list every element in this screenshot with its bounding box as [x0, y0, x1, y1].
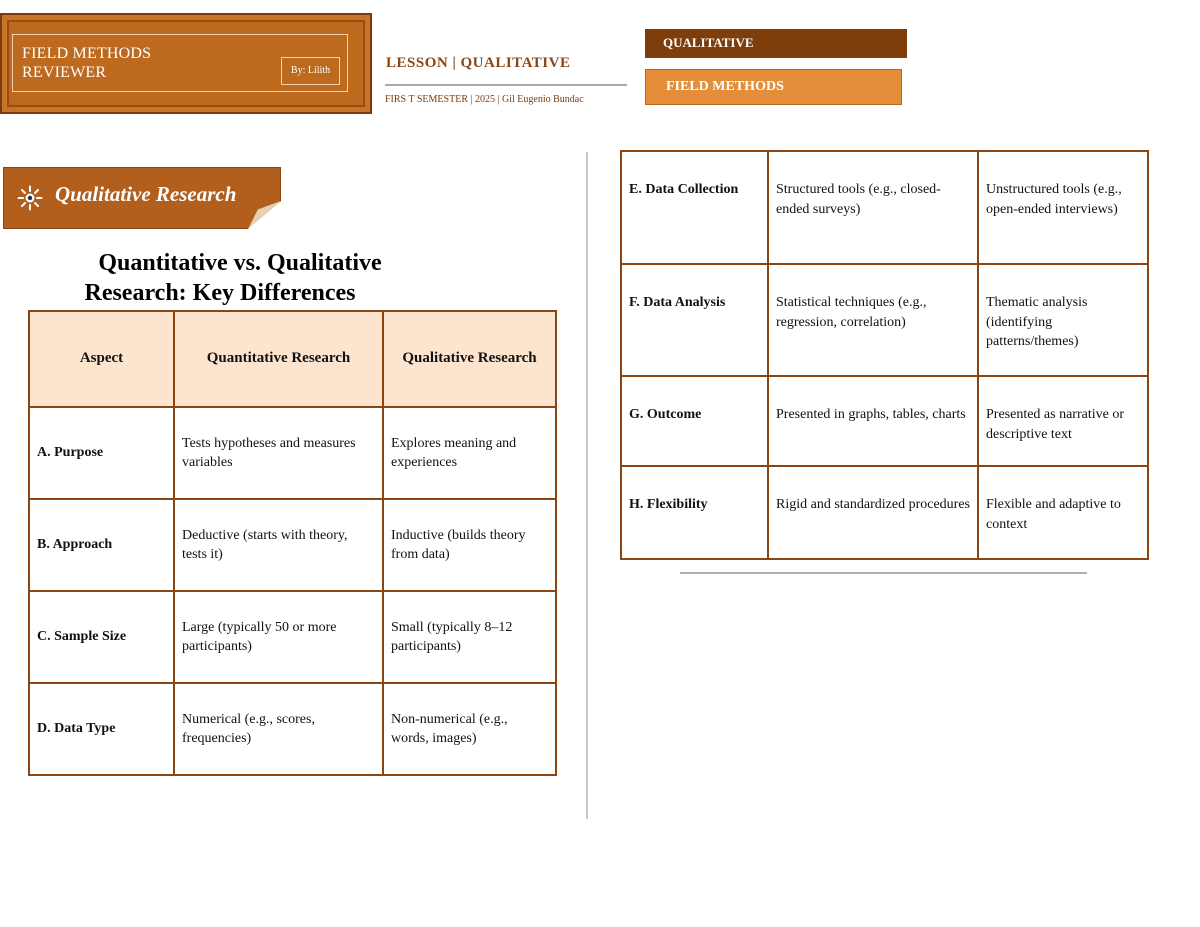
quantitative-cell: Presented in graphs, tables, charts [768, 376, 978, 466]
qualitative-cell: Small (typically 8–12 participants) [383, 591, 556, 683]
banner-author: By: Lilith [281, 57, 340, 85]
aspect-cell: H. Flexibility [621, 466, 768, 559]
aspect-cell: E. Data Collection [621, 151, 768, 264]
banner-title [22, 44, 151, 82]
quantitative-cell: Tests hypotheses and measures variables [174, 407, 383, 499]
lesson-divider [385, 84, 627, 86]
quantitative-cell: Rigid and standardized procedures [768, 466, 978, 559]
quantitative-cell: Numerical (e.g., scores, frequencies) [174, 683, 383, 775]
aspect-cell: D. Data Type [29, 683, 174, 775]
aspect-cell: B. Approach [29, 499, 174, 591]
qualitative-cell: Unstructured tools (e.g., open-ended interviews) [978, 151, 1148, 264]
aspect-cell: A. Purpose [29, 407, 174, 499]
reviewer-banner [0, 13, 372, 114]
page-heading [60, 248, 420, 308]
qualitative-cell: Presented as narrative or descriptive text [978, 376, 1148, 466]
ribbon-label: Qualitative Research [55, 182, 237, 206]
header-qualitative: Qualitative Research [383, 311, 556, 407]
qualitative-cell: Non-numerical (e.g., words, images) [383, 683, 556, 775]
table-row [621, 151, 1148, 264]
section-ribbon [3, 167, 281, 229]
banner-title-line2: REVIEWER [22, 64, 107, 81]
aspect-cell: F. Data Analysis [621, 264, 768, 376]
lesson-title: LESSON | QUALITATIVE [386, 55, 571, 71]
comparison-table-right [620, 150, 1149, 560]
qualitative-cell: Thematic analysis (identifying patterns/themes) [978, 264, 1148, 376]
heading-line1: Quantitative vs. Qualitative [98, 250, 382, 276]
table-row [621, 376, 1148, 466]
table-row [29, 499, 556, 591]
quantitative-cell: Statistical techniques (e.g., regression, correlation) [768, 264, 978, 376]
table-row [29, 407, 556, 499]
header-aspect: Aspect [29, 311, 174, 407]
qualitative-cell: Explores meaning and experiences [383, 407, 556, 499]
aspect-cell: G. Outcome [621, 376, 768, 466]
tag-qualitative: QUALITATIVE [645, 29, 907, 58]
table-row [621, 466, 1148, 559]
table-header-row [29, 311, 556, 407]
column-divider [586, 152, 588, 819]
semester-line: FIRS T SEMESTER | 2025 | Gil Eugenio Bundac [385, 94, 584, 105]
table-row [621, 264, 1148, 376]
quantitative-cell: Deductive (starts with theory, tests it) [174, 499, 383, 591]
aspect-cell: C. Sample Size [29, 591, 174, 683]
bottom-divider [680, 572, 1087, 574]
quantitative-cell: Structured tools (e.g., closed-ended surveys) [768, 151, 978, 264]
banner-frame [12, 34, 348, 92]
quantitative-cell: Large (typically 50 or more participants) [174, 591, 383, 683]
header-quantitative: Quantitative Research [174, 311, 383, 407]
table-row [29, 591, 556, 683]
qualitative-cell: Inductive (builds theory from data) [383, 499, 556, 591]
comparison-table-left [28, 310, 557, 776]
banner-title-line1: FIELD METHODS [22, 45, 152, 62]
qualitative-cell: Flexible and adaptive to context [978, 466, 1148, 559]
table-row [29, 683, 556, 775]
heading-line2: Research: Key Differences [84, 280, 356, 306]
tag-field-methods: FIELD METHODS [645, 69, 902, 105]
sun-icon [17, 185, 43, 211]
